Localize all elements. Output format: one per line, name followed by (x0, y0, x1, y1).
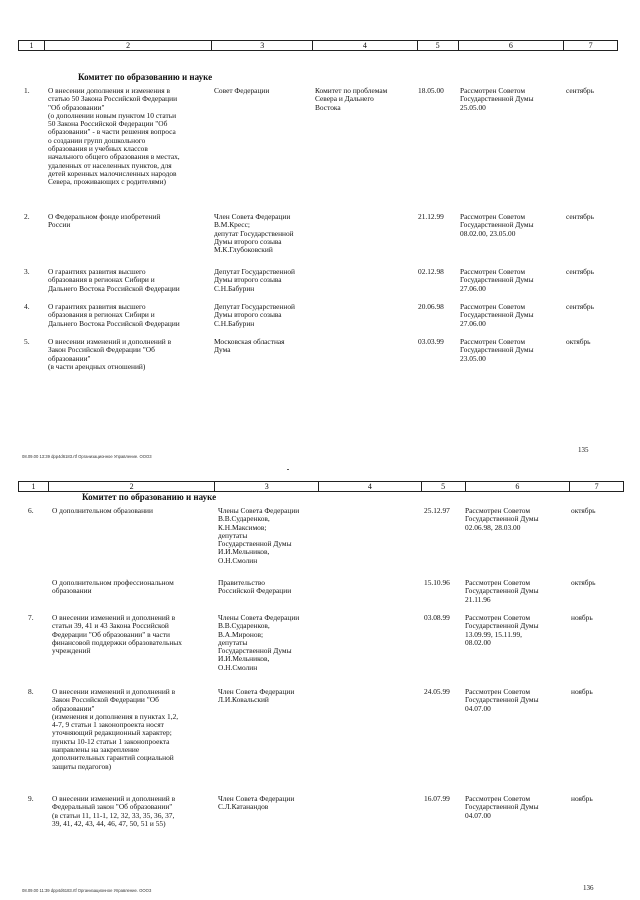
bill-title: О внесении изменений и дополнений в Закон Российской Федерации "Об образовании" (в части арендных отношений) (48, 337, 172, 371)
month: ноябрь (571, 794, 593, 803)
date: 16.07.99 (424, 794, 450, 803)
page-number: 135 (578, 446, 589, 454)
col-header-1: 1 (19, 41, 45, 50)
status: Рассмотрен Советом Государственной Думы 13.09.99, 15.11.99, 08.02.00 (465, 613, 539, 647)
bill-author: Член Совета Федерации Л.И.Ковальский (218, 687, 295, 705)
bill-title: О гарантиях развития высшего образования в регионах Сибири и Дальнего Востока Российской Федерации (48, 267, 180, 293)
col-header-3: 3 (215, 482, 319, 491)
bill-author: Правительство Российской Федерации (218, 578, 292, 596)
row-number: 4. (24, 302, 30, 311)
row-number: 2. (24, 212, 30, 221)
bill-author: Депутат Государственной Думы второго созыва С.Н.Бабурин (214, 267, 295, 293)
bill-author: Члены Совета Федерации В.В.Сударенков, В.А.Миронов; депутаты Государственной Думы И.И.Мельников, О.Н.Смолин (218, 613, 300, 672)
status: Рассмотрен Советом Государственной Думы 02.06.98, 28.03.00 (465, 506, 539, 532)
committee: Комитет по проблемам Севера и Дальнего Востока (315, 86, 388, 112)
col-header-4: 4 (319, 482, 422, 491)
row-number: 1. (24, 86, 30, 95)
month: октябрь (571, 506, 596, 515)
month: ноябрь (571, 687, 593, 696)
col-header-7: 7 (594, 482, 599, 491)
page-footer: 08.09.00 13:39 dpp4d6183.rtf Организационное Управление. ООО3 (22, 454, 152, 459)
bill-title: О внесении дополнения и изменения в статью 50 Закона Российской Федерации "Об образовании" (о дополнении новым пунктом 10 статьи 50 Закона Российской Федерации "Об образовании" - в части решения вопроса о создании групп дошкольного образования и учебных классов начального общего образования в местах, удаленных от населенных пунктов, для детей коренных малочисленных народов Севера, проживающих с родителями) (48, 86, 180, 187)
date: 18.05.00 (418, 86, 444, 95)
row-number: 5. (24, 337, 30, 346)
row-number: 3. (24, 267, 30, 276)
col-header-1: 1 (19, 482, 49, 491)
page1-column-header (18, 40, 618, 51)
row-number: 6. (28, 506, 34, 515)
month: ноябрь (571, 613, 593, 622)
bill-title: О внесении изменений и дополнений в Закон Российской Федерации "Об образовании" (изменения и дополнения в пунктах 1,2, 4-7, 9 статьи 1 законопроекта носят уточняющий редакционный характер; пункты 10-12 статьи 1 законопроекта направлены на закрепление дополнительных гарантий социальной защиты педагогов) (52, 687, 179, 771)
bill-title: О внесении изменений и дополнений в статьи 39, 41 и 43 Закона Российской Федерации "Об образовании" в части финансовой поддержки образовательных учреждений (52, 613, 182, 656)
month: октябрь (566, 337, 591, 346)
date: 25.12.97 (424, 506, 450, 515)
month: октябрь (571, 578, 596, 587)
col-header-6: 6 (466, 482, 571, 491)
status: Рассмотрен Советом Государственной Думы 27.06.00 (460, 302, 534, 328)
col-header-6: 6 (459, 41, 565, 50)
date: 24.05.99 (424, 687, 450, 696)
bill-author: Члены Совета Федерации В.В.Сударенков, К.Н.Максимов; депутаты Государственной Думы И.И.Мельников, О.Н.Смолин (218, 506, 300, 565)
month: сентябрь (566, 212, 594, 221)
page2-column-header (18, 481, 624, 492)
bill-author: Член Совета Федерации С.Л.Катанандов (218, 794, 295, 812)
bill-author: Член Совета Федерации В.М.Кресс; депутат Государственной Думы второго созыва М.К.Глубоковский (214, 212, 294, 255)
bill-author: Московская областная Дума (214, 337, 285, 355)
bill-author: Депутат Государственной Думы второго созыва С.Н.Бабурин (214, 302, 295, 328)
bill-title: О дополнительном профессиональном образовании (52, 578, 174, 596)
date: 15.10.96 (424, 578, 450, 587)
month: сентябрь (566, 86, 594, 95)
status: Рассмотрен Советом Государственной Думы 23.05.00 (460, 337, 534, 363)
section-title: Комитет по образованию и науке (78, 72, 213, 82)
status: Рассмотрен Советом Государственной Думы 04.07.00 (465, 687, 539, 713)
col-header-2: 2 (45, 41, 212, 50)
date: 03.03.99 (418, 337, 444, 346)
col-header-2: 2 (49, 482, 215, 491)
status: Рассмотрен Советом Государственной Думы 27.06.00 (460, 267, 534, 293)
bill-author: Совет Федерации (214, 86, 270, 95)
bill-title: О внесении изменений и дополнений в Федеральный закон "Об образовании" (в статьи 11, 11-1, 12, 32, 33, 35, 36, 37, 39, 41, 42, 43, 44, 46, 47, 50, 51 и 55) (52, 794, 176, 828)
bill-title: О Федеральном фонде изобретений России (48, 212, 161, 230)
date: 03.08.99 (424, 613, 450, 622)
col-header-4: 4 (313, 41, 418, 50)
section-title: Комитет по образованию и науке (82, 492, 217, 502)
bill-title: О гарантиях развития высшего образования в регионах Сибири и Дальнего Востока Российской Федерации (48, 302, 180, 328)
date: 02.12.98 (418, 267, 444, 276)
row-number: 8. (28, 687, 34, 696)
col-header-5: 5 (422, 482, 466, 491)
status: Рассмотрен Советом Государственной Думы 04.07.00 (465, 794, 539, 820)
month: сентябрь (566, 302, 594, 311)
status: Рассмотрен Советом Государственной Думы 25.05.00 (460, 86, 534, 112)
status: Рассмотрен Советом Государственной Думы 21.11.96 (465, 578, 539, 604)
month: сентябрь (566, 267, 594, 276)
page-number: 136 (583, 884, 594, 892)
col-header-7: 7 (588, 41, 593, 50)
row-number: 7. (28, 613, 34, 622)
date: 20.06.98 (418, 302, 444, 311)
col-header-3: 3 (212, 41, 313, 50)
row-number: 9. (28, 794, 34, 803)
bill-title: О дополнительном образовании (52, 506, 153, 515)
date: 21.12.99 (418, 212, 444, 221)
page-footer: 08.09.00 11:39 dpp4d6183.rtf Организационное Управление. ООО3 (22, 888, 152, 893)
status: Рассмотрен Советом Государственной Думы 08.02.00, 23.05.00 (460, 212, 534, 238)
separator-mark (287, 469, 289, 470)
col-header-5: 5 (418, 41, 459, 50)
